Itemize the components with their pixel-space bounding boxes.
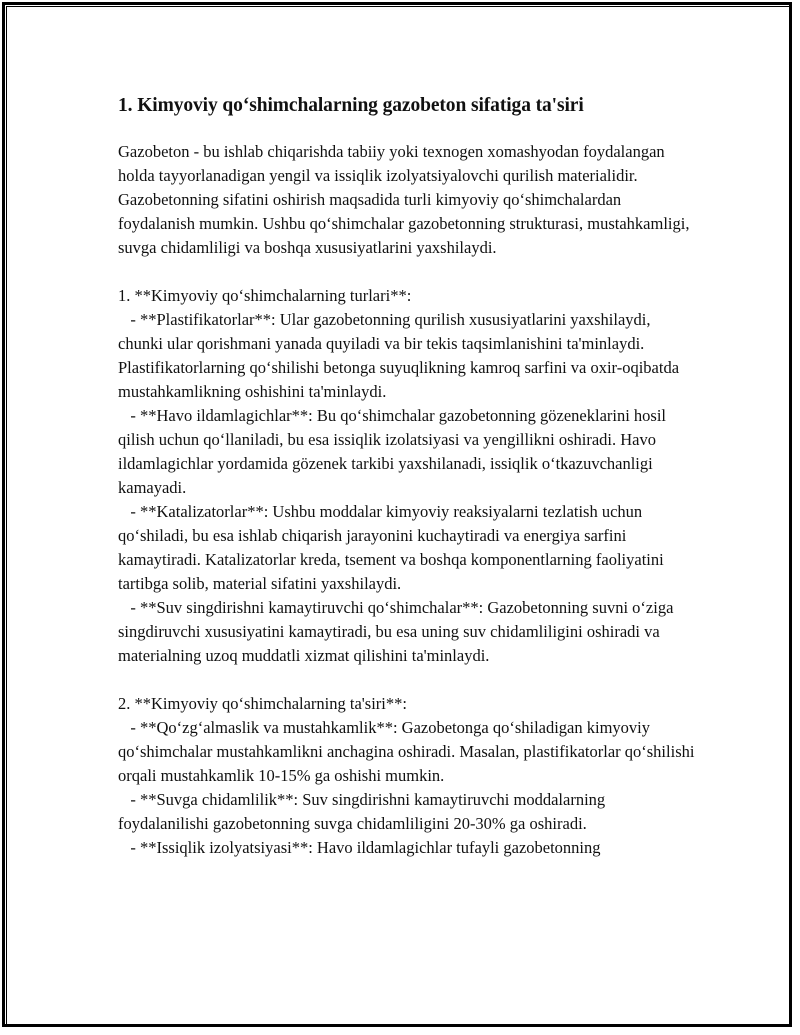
section-effects: [118, 692, 698, 860]
document-body: [118, 92, 698, 884]
intro-paragraph: Gazobeton - bu ishlab chiqarishda tabiiy yoki texnogen xomashyodan foydalangan holda tayyorlanadigan yengil va issiqlik izolyatsiyalovchi qurilish materialidir. Gazobetonning sifatini oshirish maqsadida turli kimyoviy qo‘shimchalardan foydalanish mumkin. Ushbu qo‘shimchalar gazobetonning strukturasi, mustahkamligi, suvga chidamliligi va boshqa xususiyatlarini yaxshilaydi.: [118, 142, 690, 257]
list-item: - **Suvga chidamlilik**: Suv singdirishni kamaytiruvchi moddalarning foydalanilishi gazobetonning suvga chidamliligini 20-30% ga oshiradi.: [118, 790, 606, 833]
list-item: - **Katalizatorlar**: Ushbu moddalar kimyoviy reaksiyalarni tezlatish uchun qo‘shiladi, bu esa ishlab chiqarish jarayonini kuchaytiradi va energiya sarfini kamaytiradi. Katalizatorlar kreda, tsement va boshqa komponentlarning faoliyatini tartibga solib, material sifatini yaxshilaydi.: [118, 502, 664, 593]
list-item: - **Qo‘zg‘almaslik va mustahkamlik**: Gazobetonga qo‘shiladigan kimyoviy qo‘shimchalar mustahkamlikni anchagina oshiradi. Masalan, plastifikatorlar qo‘shilishi orqali mustahkamlik 10-15% ga oshishi mumkin.: [118, 718, 695, 785]
document-title: 1. Kimyoviy qo‘shimchalarning gazobeton sifatiga ta'siri: [118, 95, 584, 116]
section-heading: 1. **Kimyoviy qo‘shimchalarning turlari**:: [118, 286, 412, 305]
section-types: [118, 284, 698, 668]
list-item: - **Havo ildamlagichlar**: Bu qo‘shimchalar gazobetonning gözeneklarini hosil qilish uchun qo‘llaniladi, bu esa issiqlik izolatsiyasi va yengillikni oshiradi. Havo ildamlagichlar yordamida gözenek tarkibi yaxshilanadi, issiqlik o‘tkazuvchanligi kamayadi.: [118, 406, 667, 497]
list-item: - **Issiqlik izolyatsiyasi**: Havo ildamlagichlar tufayli gazobetonning: [130, 838, 601, 857]
list-item: - **Suv singdirishni kamaytiruvchi qo‘shimchalar**: Gazobetonning suvni o‘ziga singdiruvchi xususiyatini kamaytiradi, bu esa uning suv chidamliligini oshiradi va materialning uzoq muddatli xizmat qilishini ta'minlaydi.: [118, 598, 674, 665]
list-item: - **Plastifikatorlar**: Ular gazobetonning qurilish xususiyatlarini yaxshilaydi, chunki ular qorishmani yanada quyiladi va bir tekis taqsimlanishini ta'minlaydi. Plastifikatorlarning qo‘shilishi betonga suyuqlikning kamroq sarfini va oxir-oqibatda mustahkamlikning oshishini ta'minlaydi.: [118, 310, 680, 401]
section-heading: 2. **Kimyoviy qo‘shimchalarning ta'siri**:: [118, 694, 407, 713]
